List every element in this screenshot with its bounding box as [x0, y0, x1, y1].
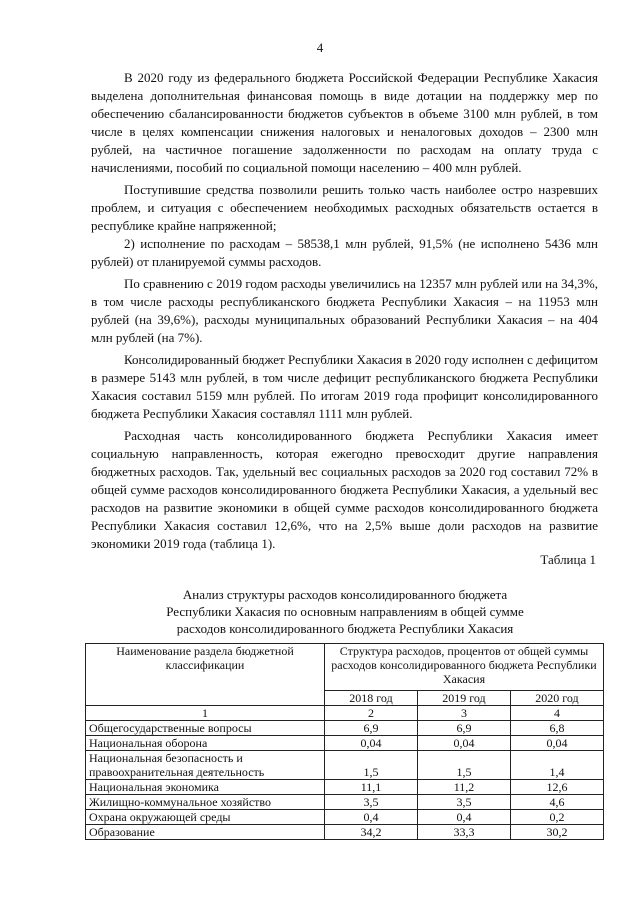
header-expenditure-structure: Структура расходов, процентов от общей суммы расходов консолидированного бюджета Республики Хакасия [325, 644, 604, 691]
paragraph-deficit: Консолидированный бюджет Республики Хакасия в 2020 году исполнен с дефицитом в размере 5143 млн рублей, в том числе дефицит республиканского бюджета Республики Хакасия составил 5159 млн рублей. По итогам 2019 года профицит консолидированного бюджета Республики Хакасия составлял 1111 млн рублей. [91, 352, 598, 421]
table-column-numbers-row [86, 706, 604, 721]
table-title-line: Республики Хакасия по основным направлениям в общей сумме [166, 604, 524, 619]
row-value-2018: 6,9 [325, 721, 418, 736]
table-row [86, 751, 604, 780]
table-row [86, 721, 604, 736]
row-value-2020: 0,2 [510, 810, 603, 825]
header-year-2020: 2020 год [510, 691, 603, 706]
table-header-row [86, 644, 604, 691]
row-value-2018: 0,04 [325, 736, 418, 751]
row-value-2020: 30,2 [510, 825, 603, 840]
header-year-2019: 2019 год [417, 691, 510, 706]
row-value-2020: 6,8 [510, 721, 603, 736]
row-value-2018: 34,2 [325, 825, 418, 840]
expenditure-structure-table [85, 643, 604, 840]
table-title-line: Анализ структуры расходов консолидированного бюджета [182, 587, 508, 602]
row-category-name: Образование [86, 825, 325, 840]
paragraph-federal-aid: В 2020 году из федерального бюджета Российской Федерации Республике Хакасия выделена дополнительная финансовая помощь в виде дотации на поддержку мер по обеспечению сбалансированности бюджетов субъектов в объеме 3100 млн рублей, в том числе в целях компенсации снижения налоговых и неналоговых доходов – 2300 млн рублей, на частичное погашение задолженности по расходам на оплату труда с начислениями, пособий по социальной помощи населению – 400 млн рублей. [91, 70, 598, 175]
table-row [86, 780, 604, 795]
row-category-name: Национальная безопасность и правоохранительная деятельность [86, 751, 325, 780]
row-value-2019: 33,3 [417, 825, 510, 840]
row-value-2020: 0,04 [510, 736, 603, 751]
column-number: 3 [417, 706, 510, 721]
row-value-2020: 12,6 [510, 780, 603, 795]
row-category-name: Общегосударственные вопросы [86, 721, 325, 736]
row-value-2019: 3,5 [417, 795, 510, 810]
table-row [86, 810, 604, 825]
header-classification-name: Наименование раздела бюджетной классификации [86, 644, 325, 706]
row-value-2020: 4,6 [510, 795, 603, 810]
table-title [95, 586, 595, 637]
column-number: 2 [325, 706, 418, 721]
column-number: 4 [510, 706, 603, 721]
column-number: 1 [86, 706, 325, 721]
row-value-2019: 1,5 [417, 751, 510, 780]
paragraph-social-orientation: Расходная часть консолидированного бюджета Республики Хакасия имеет социальную направленность, которая ежегодно превосходит другие направления бюджетных расходов. Так, удельный вес социальных расходов за 2020 год составил 72% в общей сумме расходов консолидированного бюджета Республики Хакасия, а удельный вес расходов на развитие экономики в общей сумме расходов консолидированного бюджета Республики Хакасия составил 12,6%, что на 2,5% выше доли расходов на развитие экономики 2019 года (таблица 1). [91, 428, 598, 551]
table-label: Таблица 1 [540, 552, 596, 567]
row-category-name: Национальная экономика [86, 780, 325, 795]
table-row [86, 795, 604, 810]
page-number: 4 [316, 40, 324, 55]
row-value-2019: 11,2 [417, 780, 510, 795]
row-category-name: Национальная оборона [86, 736, 325, 751]
row-value-2019: 6,9 [417, 721, 510, 736]
paragraph-expenditure-execution: 2) исполнение по расходам – 58538,1 млн рублей, 91,5% (не исполнено 5436 млн рублей) от планируемой суммы расходов. [91, 236, 598, 269]
row-value-2019: 0,04 [417, 736, 510, 751]
paragraph-funds: Поступившие средства позволили решить только часть наиболее остро назревших проблем, и ситуация с обеспечением необходимых расходных обязательств остается в республике крайне напряженной; [91, 182, 598, 233]
table-title-line: расходов консолидированного бюджета Республики Хакасия [176, 621, 514, 636]
row-value-2018: 3,5 [325, 795, 418, 810]
row-category-name: Охрана окружающей среды [86, 810, 325, 825]
row-value-2018: 11,1 [325, 780, 418, 795]
header-year-2018: 2018 год [325, 691, 418, 706]
row-value-2018: 1,5 [325, 751, 418, 780]
table-row [86, 736, 604, 751]
row-value-2020: 1,4 [510, 751, 603, 780]
row-category-name: Жилищно-коммунальное хозяйство [86, 795, 325, 810]
row-value-2018: 0,4 [325, 810, 418, 825]
paragraph-comparison-2019: По сравнению с 2019 годом расходы увеличились на 12357 млн рублей или на 34,3%, в том числе расходы республиканского бюджета Республики Хакасия – на 11953 млн рублей (на 39,6%), расходы муниципальных образований Республики Хакасия – на 404 млн рублей (на 7%). [91, 276, 598, 345]
row-value-2019: 0,4 [417, 810, 510, 825]
table-row [86, 825, 604, 840]
body-text [91, 69, 598, 553]
